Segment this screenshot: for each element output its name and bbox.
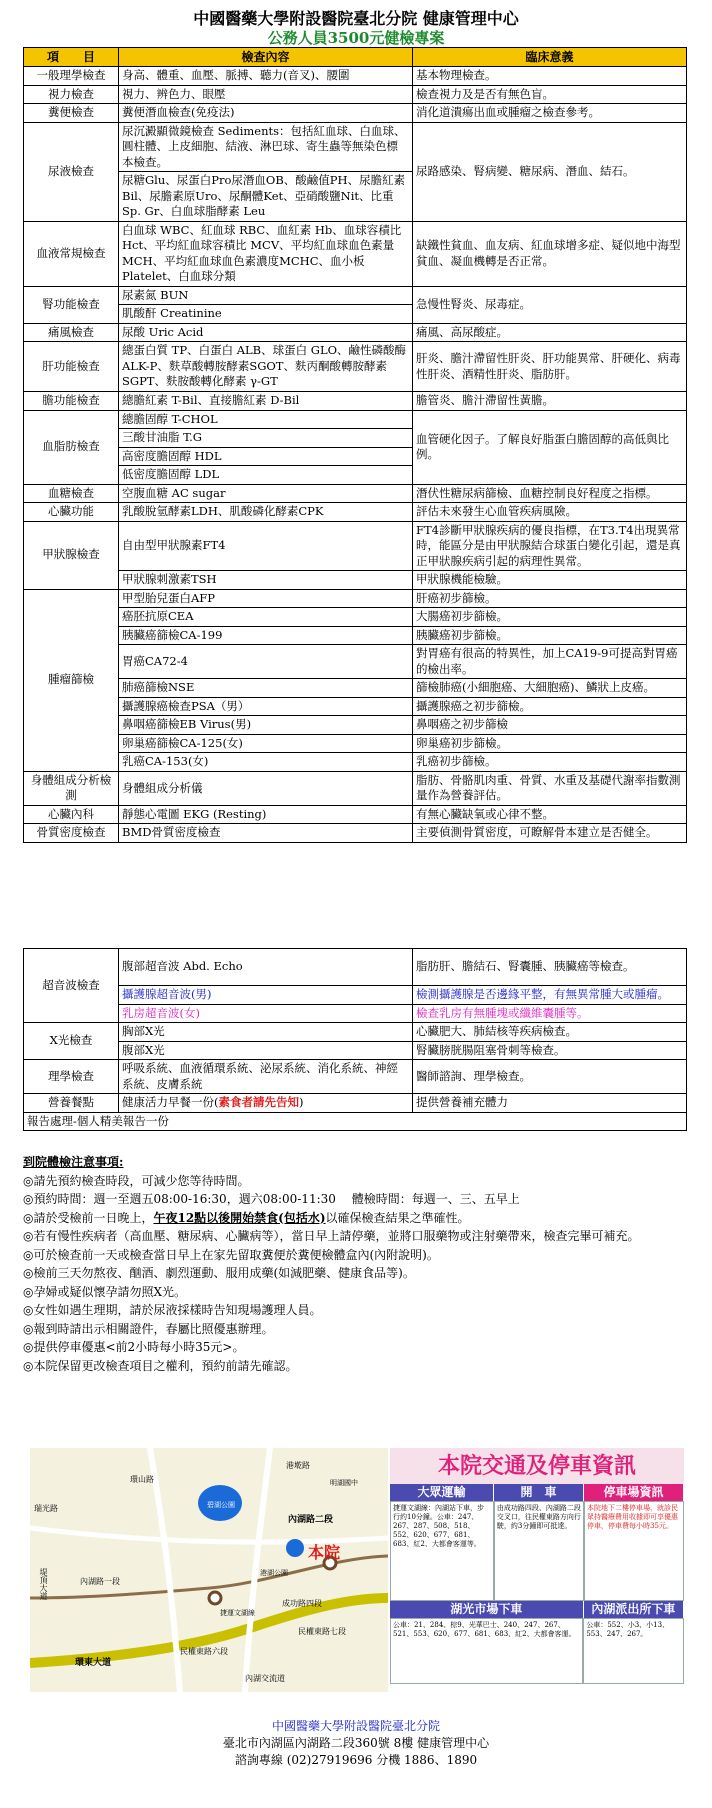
row-meaning: 評估未來發生心血管疾病風險。 (413, 503, 687, 522)
table-row (24, 805, 687, 824)
row-item: 肝功能檢查 (24, 342, 119, 392)
row-item: 骨質密度檢查 (24, 824, 119, 843)
row-meaning: 檢查視力及是否有無色盲。 (413, 85, 687, 104)
org-title: 中國醫藥大學附設醫院臺北分院 健康管理中心 (193, 9, 519, 28)
note-item: ◎請先預約檢查時段，可減少您等待時間。 (23, 1173, 250, 1188)
row-meaning: 甲狀腺機能檢驗。 (413, 571, 687, 590)
table-row (24, 679, 687, 698)
report-note: 報告處理-個人精美報告一份 (24, 1112, 687, 1131)
row-meaning: 主要偵測骨質密度，可瞭解骨本建立是否健全。 (413, 824, 687, 843)
row-content: 尿酸 Uric Acid (119, 323, 413, 342)
table-row (24, 1004, 687, 1023)
row-content: 胃癌CA72-4 (119, 645, 413, 679)
table-row (24, 323, 687, 342)
row-item: 理學檢查 (24, 1060, 119, 1094)
row-content: 攝護腺癌檢查PSA（男） (119, 697, 413, 716)
row-item: 甲狀腺檢查 (24, 521, 119, 589)
note-item: ◎預約時間：週一至週五08:00-16:30，週六08:00-11:30 體檢時間：每週一、三、五早上 (23, 1192, 520, 1206)
row-meaning: 基本物理檢查。 (413, 67, 687, 86)
row-meaning: 對胃癌有很高的特異性，加上CA19-9可提高對胃癌的檢出率。 (413, 645, 687, 679)
head-driving: 開 車 (494, 1484, 584, 1501)
head-public-transit: 大眾運輸 (390, 1484, 494, 1501)
row-content: 肺癌篩檢NSE (119, 679, 413, 698)
note-fasting-emph: 午夜12點以後開始禁食(包括水) (153, 1210, 326, 1225)
row-meaning: 檢查乳房有無腫塊或纖維囊腫等。 (413, 1004, 687, 1023)
row-content: 空腹血糖 AC sugar (119, 484, 413, 503)
row-meaning: 痛風、高尿酸症。 (413, 323, 687, 342)
note-fasting-lead: ◎請於受檢前一日晚上， (23, 1210, 154, 1225)
row-content: 身體組成分析儀 (119, 771, 413, 805)
transport-title: 本院交通及停車資訊 (390, 1448, 684, 1484)
row-meaning: 篩檢肺癌(小細胞癌、大細胞癌)、鱗狀上皮癌。 (413, 679, 687, 698)
map-label-minghu: 明湖國中 (330, 1479, 358, 1487)
table-row (24, 1023, 687, 1042)
row-meaning: 卵巢癌初步篩檢。 (413, 734, 687, 753)
package-title: 公務人員3500元健檢專案 (267, 29, 445, 47)
row-meaning: 胰臟癌初步篩檢。 (413, 626, 687, 645)
row-item: 腎功能檢查 (24, 286, 119, 323)
row-meaning: 缺鐵性貧血、血友病、紅血球增多症、疑似地中海型貧血、凝血機轉是否正常。 (413, 221, 687, 286)
row-item: 視力檢查 (24, 85, 119, 104)
row-meaning: 血管硬化因子。了解良好脂蛋白膽固醇的高低與比例。 (413, 410, 687, 484)
table-row (24, 645, 687, 679)
row-content: 呼吸系統、血液循環系統、泌尿系統、消化系統、神經系統、皮膚系統 (119, 1060, 413, 1094)
row-meaning: 乳癌初步篩檢。 (413, 753, 687, 772)
table-row (24, 104, 687, 123)
row-content: 乳酸脫氫酵素LDH、肌酸磷化酵素CPK (119, 503, 413, 522)
row-item: 膽功能檢查 (24, 391, 119, 410)
note-item: ◎提供停車優惠<前2小時每小時35元>。 (23, 1340, 245, 1354)
transport-panel (390, 1448, 684, 1692)
footer (0, 1718, 712, 1769)
row-item: 血脂肪檢查 (24, 410, 119, 484)
map-label-chenggong: 成功路四段 (282, 1599, 322, 1608)
table-row (24, 986, 687, 1005)
table-row (24, 1094, 687, 1113)
head-neihu-police: 內湖派出所下車 (584, 1601, 684, 1618)
row-content: 尿素氮 BUN (119, 286, 413, 305)
row-content: 低密度膽固醇 LDL (119, 466, 413, 485)
table-row (24, 521, 687, 571)
row-content: 總蛋白質 TP、白蛋白 ALB、球蛋白 GLO、鹼性磷酸酶ALK-P、麩草酸轉胺酵素SGOT、麩丙酮酸轉胺酵素SGPT、麩胺酸轉化酵素 γ-GT (119, 342, 413, 392)
table-row (24, 734, 687, 753)
row-meaning: 大腸癌初步篩檢。 (413, 608, 687, 627)
meal-text: 健康活力早餐一份( (122, 1095, 219, 1110)
row-meaning: 潛伏性糖尿病篩檢、血糖控制良好程度之指標。 (413, 484, 687, 503)
head-huguang: 湖光市場下車 (390, 1601, 584, 1618)
row-content: 胸部X光 (119, 1023, 413, 1042)
note-item: ◎報到時請出示相關證件，春屬比照優惠辦理。 (23, 1321, 274, 1336)
report-row (24, 1112, 687, 1131)
map-label-neihu2: 內湖路二段 (288, 1515, 334, 1525)
row-meaning: 脂肪肝、膽結石、腎囊腫、胰臟癌等檢查。 (413, 949, 687, 986)
row-meaning: 膽管炎、膽汁滯留性黃膽。 (413, 391, 687, 410)
row-content: 身高、體重、血壓、脈搏、聽力(音叉)、腰圍 (119, 67, 413, 86)
note-item: ◎女性如遇生理期，請於尿液採樣時告知現場護理人員。 (23, 1303, 322, 1317)
map-label-minquan7: 民權東路七段 (298, 1627, 346, 1636)
table-row (24, 391, 687, 410)
note-item (23, 1209, 687, 1228)
footer-phone: 諮詢專線 (02)27919696 分機 1886、1890 (234, 1753, 478, 1767)
transport-body (390, 1501, 684, 1601)
row-meaning: 檢測攝護腺是否邊緣平整，有無異常腫大或腫瘤。 (413, 986, 687, 1005)
col-item-header: 項 目 (24, 48, 119, 67)
table-row (24, 286, 687, 305)
map-label-hospital: 本院 (308, 1543, 341, 1562)
map-label-mrt: 捷運文湖線 (220, 1609, 255, 1617)
table-row (24, 753, 687, 772)
footer-address: 臺北市內湖區內湖路二段360號 8樓 健康管理中心 (222, 1736, 490, 1750)
row-content: 高密度膽固醇 HDL (119, 447, 413, 466)
row-meaning: 腎臟膀胱腸阻塞骨刺等檢查。 (413, 1041, 687, 1060)
row-content: 自由型甲狀腺素FT4 (119, 521, 413, 571)
table-row (24, 1041, 687, 1060)
row-content: 肌酸酐 Creatinine (119, 305, 413, 324)
table-row (24, 771, 687, 805)
exam-table-2 (23, 948, 687, 1131)
notes-title: 到院體檢注意事項: (23, 1155, 124, 1169)
row-content: 鼻咽癌篩檢EB Virus(男) (119, 716, 413, 735)
row-content: 乳房超音波(女) (119, 1004, 413, 1023)
row-content: 癌胚抗原CEA (119, 608, 413, 627)
map-label-bihu-park: 碧湖公園 (207, 1501, 235, 1509)
table-row (24, 410, 687, 429)
table-row (24, 824, 687, 843)
table-row (24, 697, 687, 716)
row-meaning: 有無心臟缺氧或心律不整。 (413, 805, 687, 824)
row-content: 白血球 WBC、紅血球 RBC、血紅素 Hb、血球容積比Hct、平均紅血球容積比 MCV、平均紅血球血色素量MCH、平均紅血球血色素濃度MCHC、血小板 Platelet、白血球分類 (119, 221, 413, 286)
row-item: X光檢查 (24, 1023, 119, 1060)
table-row (24, 1060, 687, 1094)
exam-table (23, 47, 687, 843)
row-meaning: 肝炎、膽汁滯留性肝炎、肝功能異常、肝硬化、病毒性肝炎、酒精性肝炎、脂肪肝。 (413, 342, 687, 392)
row-content: 糞便潛血檢查(免疫法) (119, 104, 413, 123)
row-item: 腫瘤篩檢 (24, 589, 119, 771)
transit-text: 捷運文湖線：內湖站下車，步行約10分鐘。公車：247、267、287、508、518、552、620、677、681、683、紅2、大都會客運等。 (390, 1501, 494, 1601)
col-content-header: 檢查內容 (119, 48, 413, 67)
row-content: 腹部超音波 Abd. Echo (119, 949, 413, 986)
row-content: 靜態心電圖 EKG (Resting) (119, 805, 413, 824)
table-row (24, 85, 687, 104)
map-label-huanshan: 環山路 (130, 1475, 154, 1484)
transport-foot-heads (390, 1601, 684, 1618)
row-meaning: 肝癌初步篩檢。 (413, 589, 687, 608)
row-content: 視力、辨色力、眼壓 (119, 85, 413, 104)
row-item: 糞便檢查 (24, 104, 119, 123)
note-fasting-tail: 以確保檢查結果之準確性。 (325, 1210, 470, 1225)
row-meaning: 急慢性腎炎、尿毒症。 (413, 286, 687, 323)
head-parking: 停車場資訊 (584, 1484, 684, 1501)
note-item: ◎孕婦或疑似懷孕請勿照X光。 (23, 1284, 187, 1299)
row-content: 卵巢癌篩檢CA-125(女) (119, 734, 413, 753)
note-item: ◎檢前三天勿熬夜、酗酒、劇烈運動、服用成藥(如減肥藥、健康食品等)。 (23, 1266, 415, 1280)
note-item: ◎本院保留更改檢查項目之權利，預約前請先確認。 (23, 1358, 298, 1373)
map-label-minquan6: 民權東路六段 (180, 1647, 228, 1656)
table-row (24, 503, 687, 522)
row-meaning: 醫師諮詢、理學檢查。 (413, 1060, 687, 1094)
note-item: ◎可於檢查前一天或檢查當日早上在家先留取糞便於糞便檢體盒內(內附說明)。 (23, 1247, 439, 1262)
meal-text-close: ) (299, 1095, 304, 1110)
table-row (24, 67, 687, 86)
row-content (119, 1094, 413, 1113)
row-content: 三酸甘油脂 T.G (119, 429, 413, 448)
row-content: 胰臟癌篩檢CA-199 (119, 626, 413, 645)
table-row (24, 571, 687, 590)
vegetarian-note: 素食者請先告知 (218, 1095, 299, 1110)
row-content: 甲型胎兒蛋白AFP (119, 589, 413, 608)
table-row (24, 484, 687, 503)
row-content: 腹部X光 (119, 1041, 413, 1060)
row-item: 一般理學檢查 (24, 67, 119, 86)
row-meaning: 心臟肥大、肺結核等疾病檢查。 (413, 1023, 687, 1042)
map-label-ruiguang: 瑞光路 (34, 1504, 58, 1513)
notes (23, 1153, 687, 1375)
map-label-interchange: 內湖交流道 (245, 1674, 285, 1683)
row-meaning: 消化道潰瘍出血或腫瘤之檢查參考。 (413, 104, 687, 123)
table-row (24, 122, 687, 172)
transport-heads (390, 1484, 684, 1501)
row-content: 尿糖Glu、尿蛋白Pro尿潛血OB、酸鹼值PH、尿膽紅素Bil、尿膽素原Uro、尿酮體Ket、亞硝酸鹽Nit、比重 Sp. Gr、白血球脂酵素 Leu (119, 172, 413, 222)
row-item: 痛風檢查 (24, 323, 119, 342)
table-row (24, 589, 687, 608)
map-label-ganghu: 港湖公園 (260, 1569, 288, 1577)
map-label-diding: 堤頂大道 (39, 1568, 48, 1600)
row-item: 血糖檢查 (24, 484, 119, 503)
row-meaning: 提供營養補充體力 (413, 1094, 687, 1113)
row-meaning: 脂肪、骨骼肌肉重、骨質、水重及基礎代謝率指數測量作為營養評估。 (413, 771, 687, 805)
table-row (24, 949, 687, 986)
row-content: 尿沉澱顯微鏡檢查 Sediments：包括紅血球、白血球、圓柱體、上皮細胞、結液、淋巴球、寄生蟲等無染色標本檢查。 (119, 122, 413, 172)
row-meaning: FT4診斷甲狀腺疾病的優良指標，在T3.T4出現異常時，能區分是由甲狀腺結合球蛋白變化引起，還是真正甲狀腺疾病引起的病理性異常。 (413, 521, 687, 571)
neihu-police-text: 公車：552、小3、小13、553、247、267。 (583, 1618, 684, 1684)
row-item: 身體組成分析檢測 (24, 771, 119, 805)
table-row (24, 342, 687, 392)
table-row (24, 626, 687, 645)
row-content: 甲狀腺刺激素TSH (119, 571, 413, 590)
transport-foot (390, 1618, 684, 1684)
row-content: 乳癌CA-153(女) (119, 753, 413, 772)
driving-text: 由成功路四段、內湖路二段交叉口，往民權東路方向行駛，約3分鐘即可抵達。 (494, 1501, 584, 1601)
col-meaning-header: 臨床意義 (413, 48, 687, 67)
note-item: ◎若有慢性疾病者（高血壓、糖尿病、心臟病等），當日早上請停藥，並將口服藥物或注射藥帶來，檢查完畢可補充。 (23, 1229, 640, 1243)
row-content: 總膽固醇 T-CHOL (119, 410, 413, 429)
table-row (24, 221, 687, 286)
row-content: 攝護腺超音波(男) (119, 986, 413, 1005)
huguang-text: 公車：21、284、棕9、光華巴士、240、247、267、521、553、620、677、681、683、紅2、大都會客運。 (390, 1618, 583, 1684)
table-row (24, 608, 687, 627)
row-content: 總膽紅素 T-Bil、直接膽紅素 D-Bil (119, 391, 413, 410)
row-item: 心臟內科 (24, 805, 119, 824)
row-item: 心臟功能 (24, 503, 119, 522)
row-meaning: 攝護腺癌之初步篩檢。 (413, 697, 687, 716)
table-row (24, 716, 687, 735)
row-meaning: 尿路感染、腎病變、糖尿病、潛血、結石。 (413, 122, 687, 221)
row-item: 營養餐點 (24, 1094, 119, 1113)
location-map (30, 1448, 388, 1692)
map-label-huandong: 環東大道 (75, 1658, 112, 1668)
footer-hospital: 中國醫藥大學附設醫院臺北分院 (271, 1719, 440, 1733)
row-item: 血液常規檢查 (24, 221, 119, 286)
parking-text: 本院地下二樓停車場，就診民眾持醫療費用收據即可享優惠停車，停車費每小時35元。 (584, 1501, 684, 1601)
map-label-neihu1: 內湖路一段 (80, 1577, 120, 1586)
row-item: 尿液檢查 (24, 122, 119, 221)
row-content: BMD骨質密度檢查 (119, 824, 413, 843)
row-meaning: 鼻咽癌之初步篩檢 (413, 716, 687, 735)
map-label-gangqi: 港墘路 (286, 1461, 310, 1470)
row-item: 超音波檢查 (24, 949, 119, 1023)
